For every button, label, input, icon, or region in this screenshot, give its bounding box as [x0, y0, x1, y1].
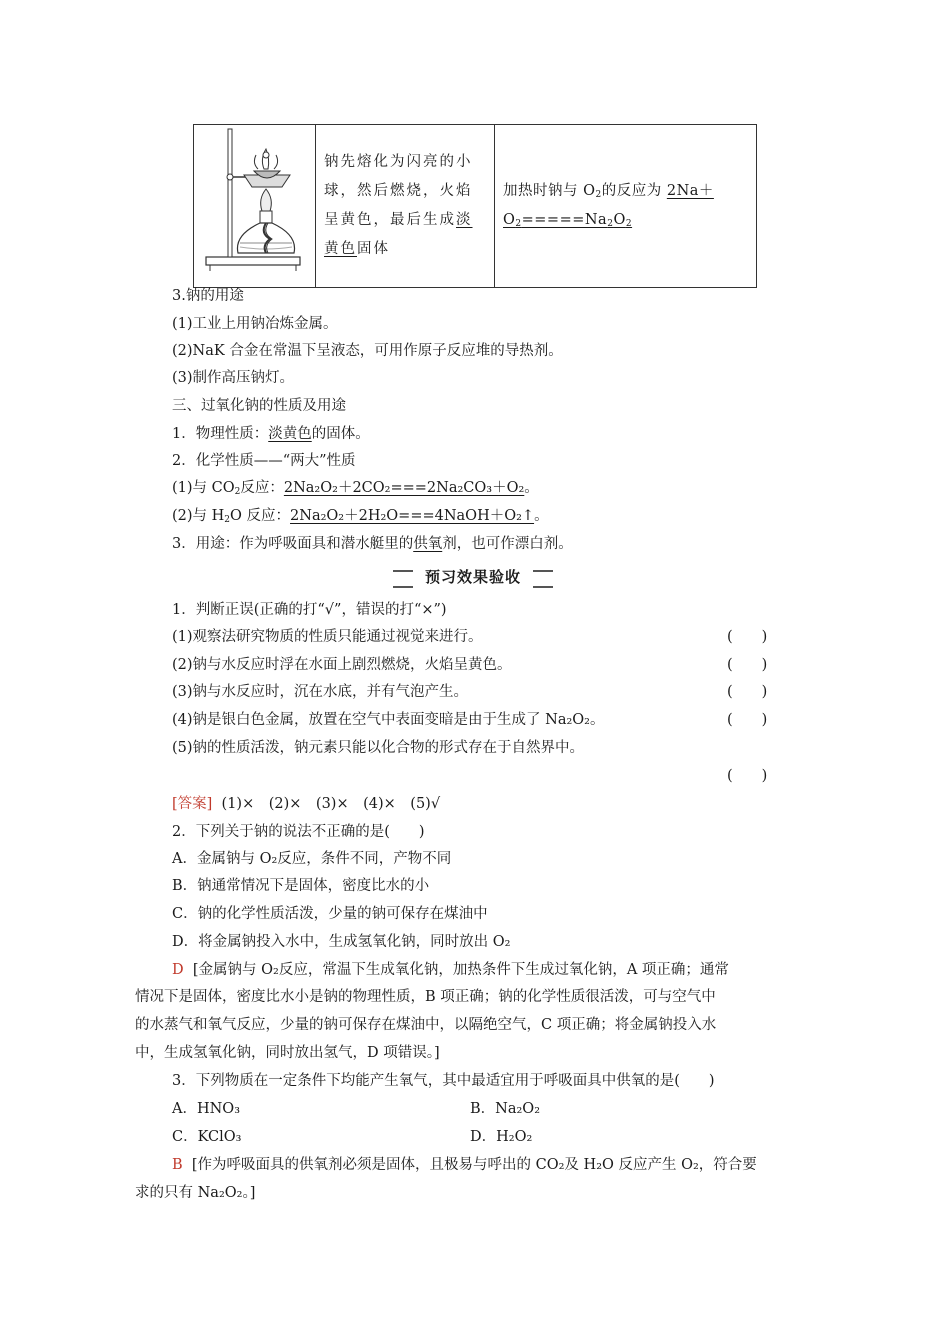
- h2o-prefix: (2)与 H: [172, 508, 225, 524]
- equation-line-2: [503, 212, 632, 228]
- physical-suffix: 的固体。: [311, 426, 370, 442]
- physical-answer: 淡黄色: [268, 426, 312, 442]
- phenomenon-cell: [316, 125, 495, 288]
- q1-answer: [172, 794, 440, 814]
- q2-explanation-line-3: 的水蒸气和氧气反应，少量的钠可保存在煤油中，以隔绝空气，C 项正确；将金属钠投入水: [135, 1017, 717, 1033]
- q3-explanation-text-1: [作为呼吸面具的供氧剂必须是固体，且极易与呼出的 CO₂及 H₂O 反应产生 O₂，符合要: [191, 1157, 757, 1173]
- q2-option-d: D．将金属钠投入水中，生成氢氧化钠，同时放出 O₂: [172, 934, 511, 950]
- q2-answer-letter: D: [172, 962, 184, 978]
- section3-item-2: (2)NaK 合金在常温下呈液态，可用作原子反应堆的导热剂。: [172, 343, 563, 359]
- co2-mid: 反应：: [240, 480, 284, 496]
- q1-item-5: (5)钠的性质活泼，钠元素只能以化合物的形式存在于自然界中。: [172, 740, 585, 756]
- conclusion-text: [495, 177, 756, 235]
- phenomenon-line-1: 钠先熔化为闪亮的小: [324, 154, 473, 170]
- banner-label: 预习效果验收: [413, 566, 533, 588]
- uses-answer: 供氧: [413, 536, 443, 552]
- co2-end: 。: [524, 480, 539, 496]
- conclusion-cell: [495, 125, 757, 288]
- section3-item-1: (1)工业上用钠冶炼金属。: [172, 316, 338, 332]
- q2-explanation-line-1: [172, 960, 729, 980]
- section3-item-3: (3)制作高压钠灯。: [172, 370, 295, 386]
- q3-option-a: A．HNO₃: [172, 1101, 241, 1117]
- physical-label: 1．物理性质：: [172, 426, 269, 442]
- equation-part-2: O: [503, 212, 516, 228]
- uses-prefix: 3．用途：作为呼吸面具和潜水艇里的: [172, 536, 414, 552]
- q1-item-4: (4)钠是银白色金属，放置在空气中表面变暗是由于生成了 Na₂O₂。: [172, 712, 605, 728]
- uses-suffix: 剂，也可作漂白剂。: [442, 536, 573, 552]
- apparatus-cell: [194, 125, 316, 288]
- q3-option-b: B．Na₂O₂: [470, 1101, 541, 1117]
- sectionIII-co2-reaction: [172, 478, 539, 498]
- q2-explanation-line-2: 情况下是固体，密度比水小是钠的物理性质，B 项正确；钠的化学性质很活泼，可与空气中: [135, 989, 716, 1005]
- subscript: 2: [625, 219, 633, 229]
- subscript: 2: [515, 219, 522, 229]
- h2o-mid: O 反应：: [230, 508, 291, 524]
- equation-part-1: 2Na＋: [666, 183, 714, 199]
- equation-part-3: =====Na: [521, 212, 608, 228]
- q3-stem: 3．下列物质在一定条件下均能产生氧气，其中最适宜用于呼吸面具中供氧的是( ): [172, 1073, 715, 1089]
- q2-explanation-text-1: [金属钠与 O₂反应，常温下生成氧化钠，加热条件下生成过氧化钠，A 项正确；通常: [192, 962, 729, 978]
- phenomenon-line-3: 呈黄色，最后生成: [324, 212, 456, 228]
- q2-option-a: A．金属钠与 O₂反应，条件不同，产物不同: [172, 851, 452, 867]
- q1-item-2: (2)钠与水反应时浮在水面上剧烈燃烧，火焰呈黄色。: [172, 657, 512, 673]
- experiment-table: [193, 124, 757, 288]
- sectionIII-h2o-reaction: [172, 506, 549, 526]
- phenomenon-text: [316, 148, 494, 264]
- sectionIII-title: 三、过氧化钠的性质及用途: [172, 398, 346, 414]
- q1-answer-slot-5[interactable]: ( ): [727, 768, 768, 784]
- subscript: 2: [234, 487, 241, 497]
- q1-item-1: (1)观察法研究物质的性质只能通过视觉来进行。: [172, 629, 483, 645]
- q3-answer-letter: B: [172, 1157, 183, 1173]
- q2-explanation-line-4: 中，生成氢氧化钠，同时放出氢气，D 项错误。]: [135, 1045, 440, 1061]
- sectionIII-uses: [172, 534, 573, 554]
- phenomenon-underline-2: 黄色: [324, 241, 357, 257]
- q1-item-3: (3)钠与水反应时，沉在水底，并有气泡产生。: [172, 684, 469, 700]
- q1-answer-slot-2[interactable]: ( ): [727, 657, 768, 673]
- q1-answer-slot-3[interactable]: ( ): [727, 684, 768, 700]
- sectionIII-chemical: 2．化学性质——“两大”性质: [172, 453, 356, 469]
- conclusion-prefix: 加热时钠与 O: [503, 183, 596, 199]
- q1-stem: 1．判断正误(正确的打“√”，错误的打“×”): [172, 602, 447, 618]
- q1-answer-text: (1)× (2)× (3)× (4)× (5)√: [221, 796, 441, 812]
- sectionIII-physical: [172, 424, 370, 444]
- phenomenon-underline-1: 淡: [456, 212, 473, 228]
- subscript: 2: [607, 219, 614, 229]
- co2-prefix: (1)与 CO: [172, 480, 235, 496]
- q3-option-c: C．KClO₃: [172, 1129, 242, 1145]
- equation-part-4: O: [613, 212, 626, 228]
- phenomenon-line-2: 球，然后燃烧，火焰: [324, 183, 473, 199]
- q1-answer-slot-4[interactable]: ( ): [727, 712, 768, 728]
- subscript: 2: [224, 515, 231, 525]
- conclusion-mid: 的反应为: [601, 183, 667, 199]
- q3-explanation-line-2: 求的只有 Na₂O₂。]: [135, 1185, 256, 1201]
- answer-label: [答案]: [172, 796, 213, 812]
- q2-option-b: B．钠通常情况下是固体，密度比水的小: [172, 878, 430, 894]
- section3-title: 3.钠的用途: [172, 288, 244, 304]
- q1-answer-slot-1[interactable]: ( ): [727, 629, 768, 645]
- co2-equation: 2Na₂O₂＋2CO₂===2Na₂CO₃＋O₂: [283, 480, 525, 496]
- q3-explanation-line-1: [172, 1155, 757, 1175]
- subscript: 2: [595, 190, 602, 200]
- section-banner: [393, 566, 553, 588]
- h2o-equation: 2Na₂O₂＋2H₂O===4NaOH＋O₂↑: [290, 508, 535, 524]
- phenomenon-line-4: 固体: [357, 241, 390, 257]
- q2-stem: 2．下列关于钠的说法不正确的是( ): [172, 824, 425, 840]
- q3-option-d: D．H₂O₂: [470, 1129, 533, 1145]
- q2-option-c: C．钠的化学性质活泼，少量的钠可保存在煤油中: [172, 906, 488, 922]
- burning-apparatus-icon: [194, 125, 315, 283]
- h2o-end: 。: [534, 508, 549, 524]
